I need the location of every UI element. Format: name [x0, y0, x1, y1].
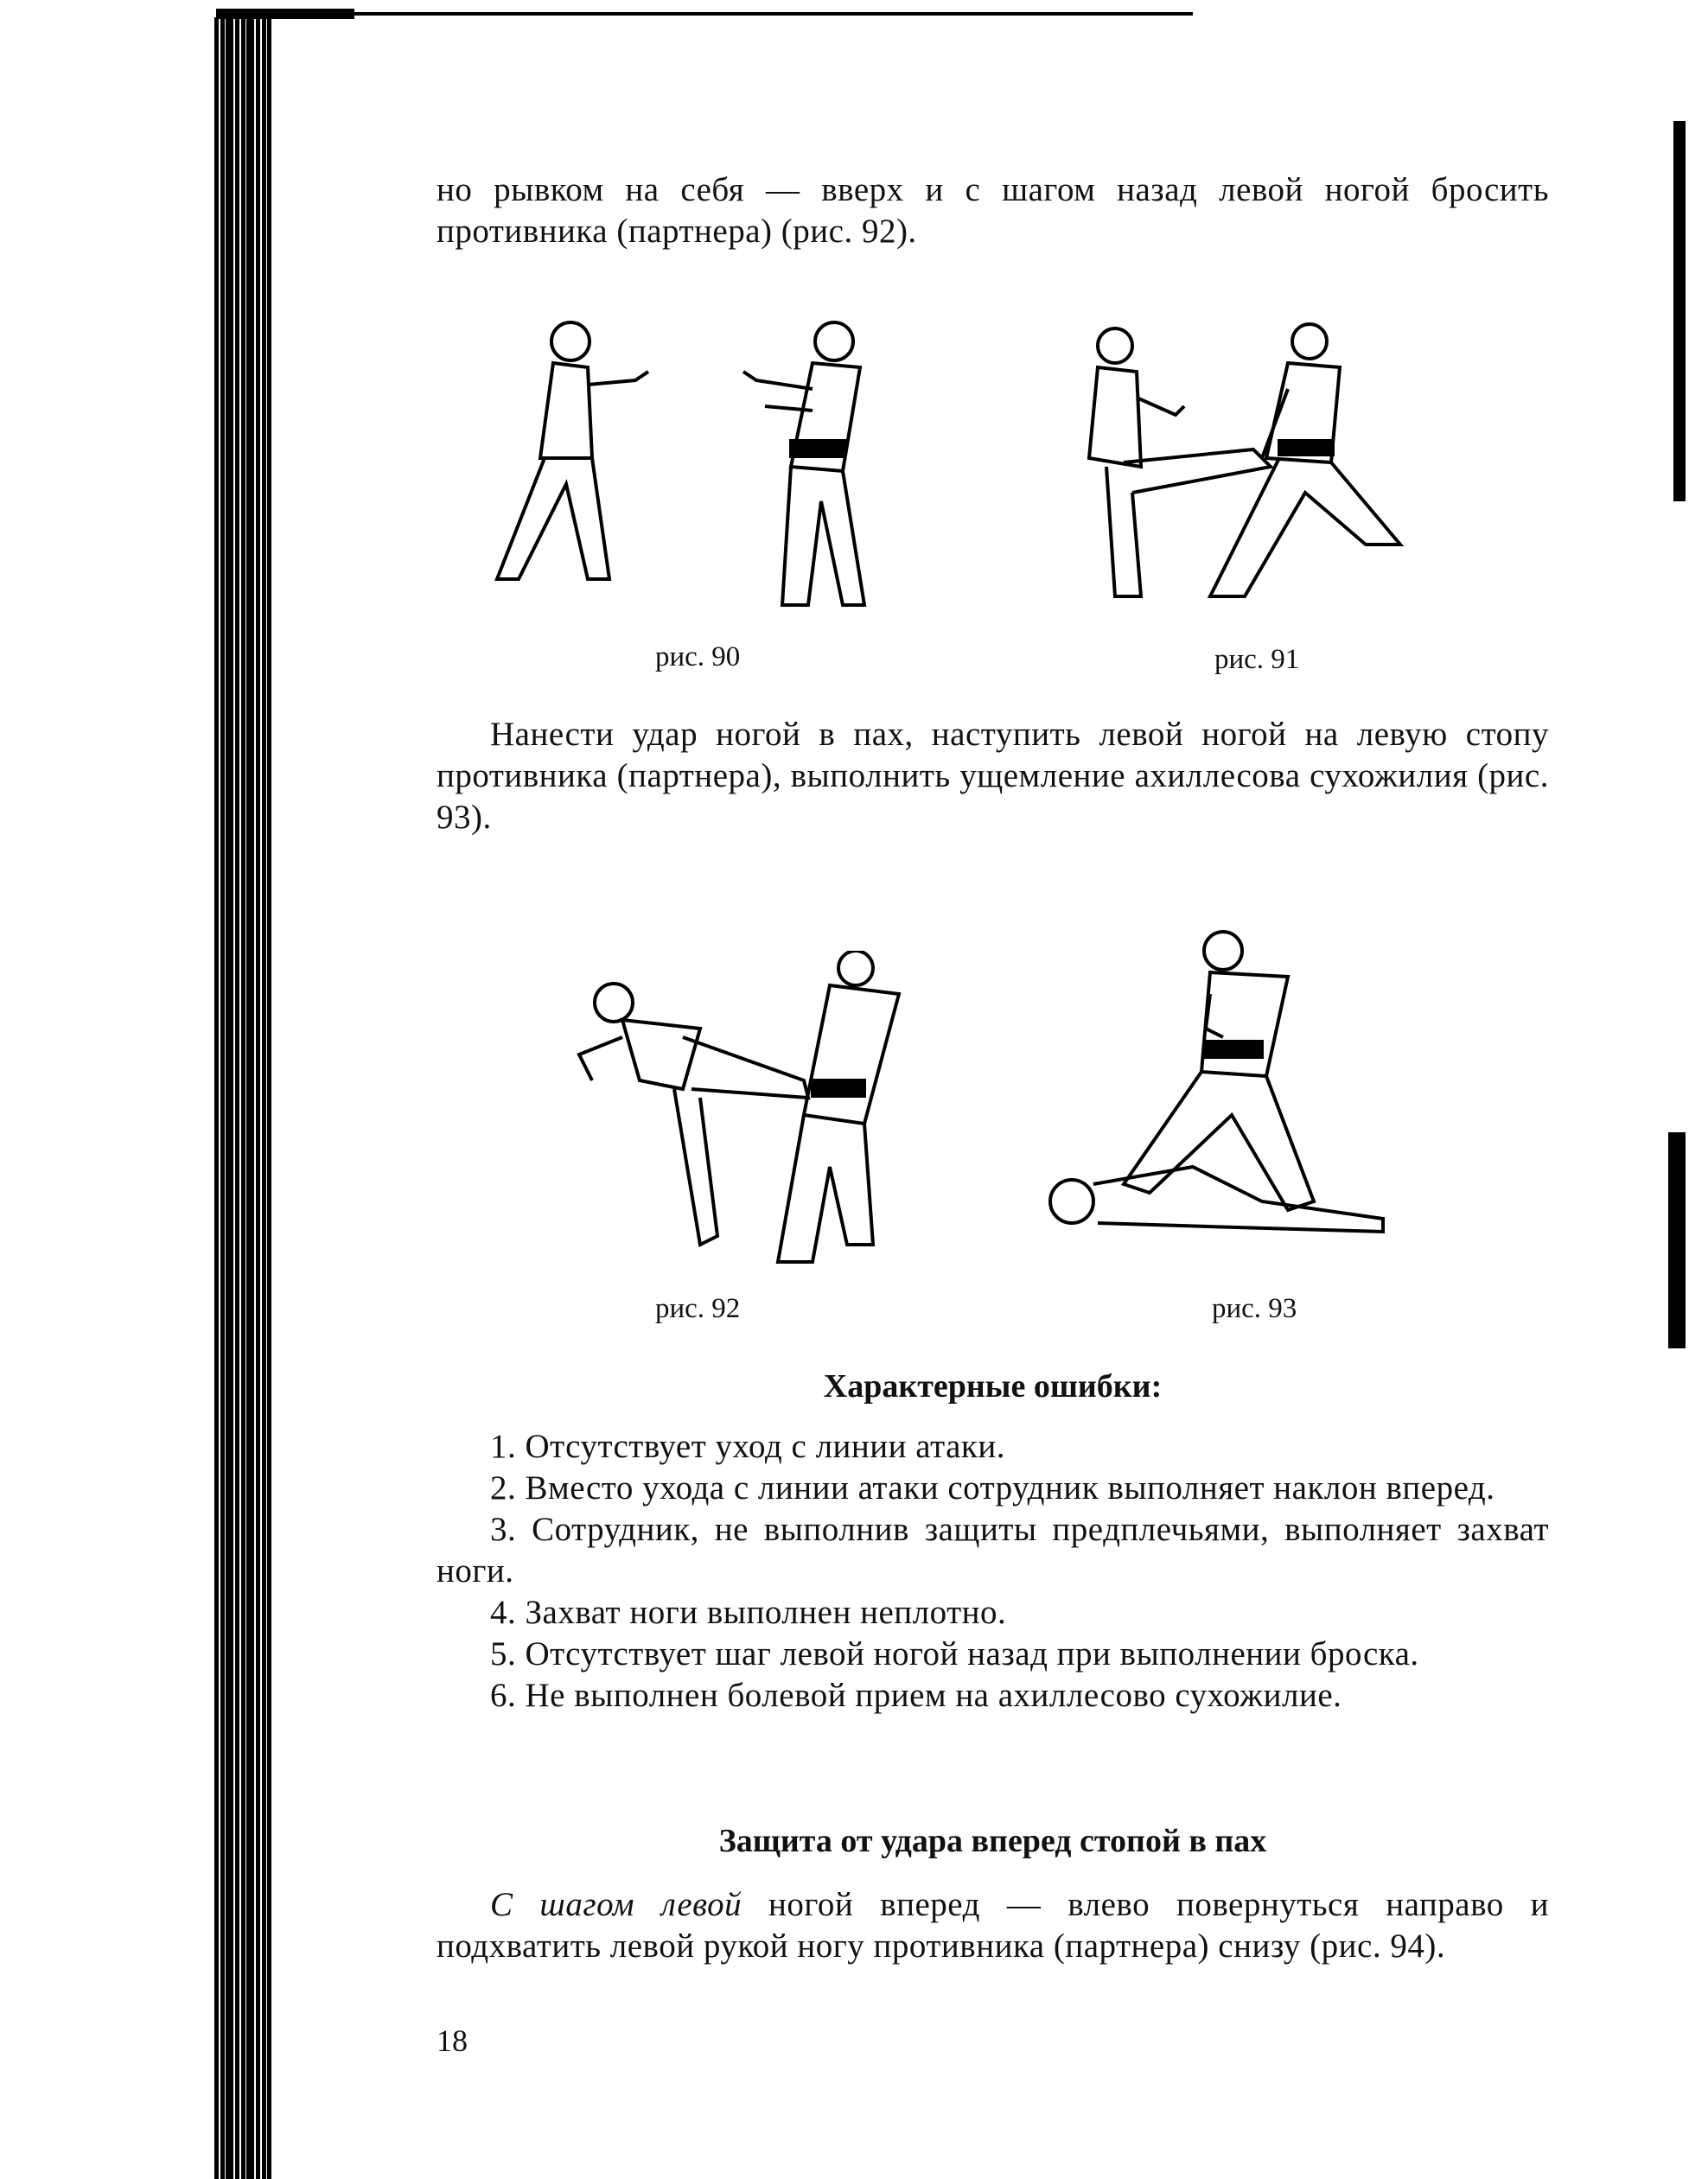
figure-91 [1072, 320, 1478, 614]
figure-93-caption: рис. 93 [1212, 1293, 1297, 1324]
paragraph-1: но рывком на себя — вверх и с шагом назад левой ногой бросить противника (партнера) (рис. 92). [437, 171, 1549, 250]
section-heading: Защита от удара вперед стопой в пах [718, 1823, 1267, 1859]
top-edge-line [216, 12, 1193, 16]
error-item: 6. Не выполнен болевой прием на ахиллесово сухожилие. [490, 1677, 1342, 1714]
error-item: 5. Отсутствует шаг левой ногой назад при выполнении броска. [490, 1635, 1419, 1672]
error-item: 3. Сотрудник, не выполнив защиты предплечьями, выполняет захват ноги. [437, 1511, 1549, 1590]
error-item: 4. Захват ноги выполнен неплотно. [490, 1594, 1007, 1631]
errors-heading: Характерные ошибки: [823, 1368, 1163, 1405]
figure-93 [1037, 925, 1409, 1236]
paragraph-3-text: ногой вперед — влево повернуться направо и подхватить левой рукой ногу противника (партнера) снизу (рис. 94). [437, 1886, 1549, 1965]
paragraph-2-text: Нанести удар ногой в пах, наступить левой ногой на левую стопу противника (партнера), выполнить ущемление ахиллесова сухожилия (рис. 93). [437, 716, 1549, 836]
errors-list [437, 1426, 1549, 1717]
book-binding-edge [214, 17, 271, 2179]
paragraph-3-italic: С шагом левой [490, 1886, 742, 1923]
figure-92-caption: рис. 92 [655, 1293, 741, 1324]
figure-91-caption: рис. 91 [1214, 644, 1300, 675]
error-item: 2. Вместо ухода с линии атаки сотрудник выполняет наклон вперед. [490, 1469, 1495, 1507]
figure-90 [480, 311, 903, 614]
paragraph-3 [437, 1884, 1549, 1967]
right-edge-mark [1668, 1132, 1686, 1348]
top-edge-corner [216, 9, 354, 19]
paragraph-2 [437, 714, 1549, 838]
figure-92 [570, 951, 916, 1271]
figure-90-caption: рис. 90 [655, 641, 741, 672]
page-number: 18 [437, 2023, 468, 2058]
right-edge-mark [1673, 121, 1686, 501]
error-item: 1. Отсутствует уход с линии атаки. [490, 1428, 1005, 1465]
